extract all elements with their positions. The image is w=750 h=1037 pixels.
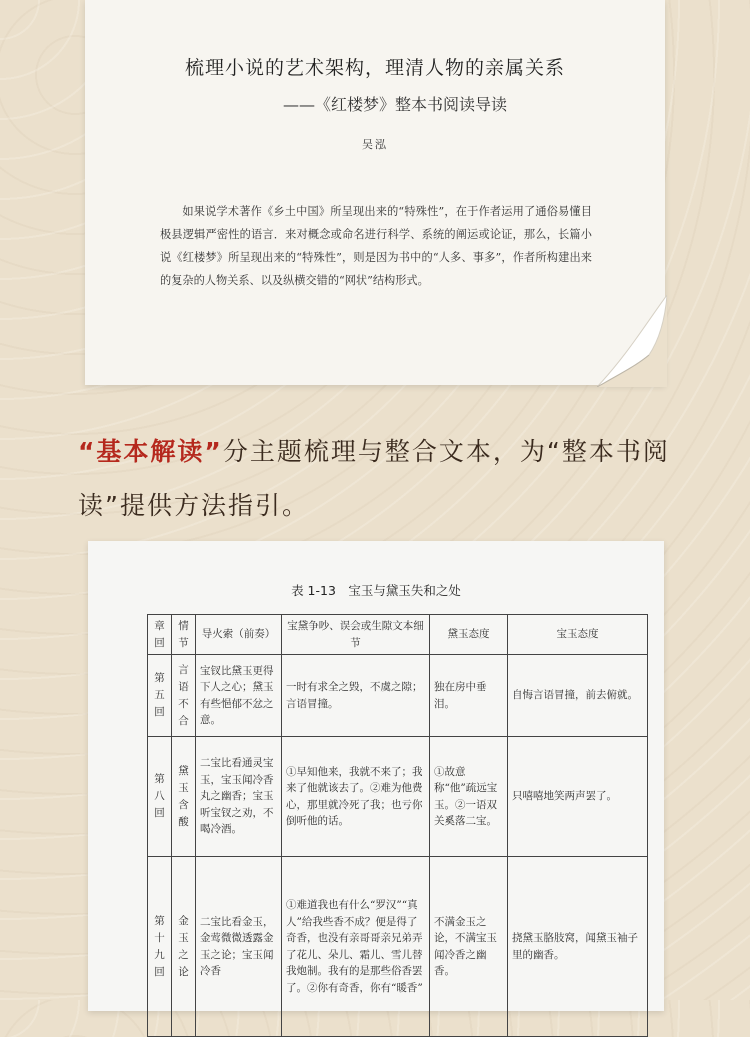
table-row <box>148 737 648 857</box>
cell-plot: 金玉之论 <box>172 857 196 1037</box>
table-card <box>88 541 664 1011</box>
headline-highlight: “基本解读” <box>78 437 223 466</box>
cell-chapter: 第五回 <box>148 655 172 737</box>
header-baoyu: 宝玉态度 <box>508 615 648 655</box>
article-subtitle: ——《红楼梦》整本书阅读导读 <box>282 95 507 114</box>
cell-plot: 黛玉含酸 <box>172 737 196 857</box>
header-chapter: 章回 <box>148 615 172 655</box>
cell-chapter: 第八回 <box>148 737 172 857</box>
table-row <box>148 655 648 737</box>
cell-fuse: 二宝比看金玉，金莺微微透露金玉之论；宝玉闻冷香 <box>196 857 282 1037</box>
article-author: 吴泓 <box>362 138 388 151</box>
cell-fuse: 二宝比看通灵宝玉，宝玉闻冷香丸之幽香；宝玉听宝钗之劝，不喝冷酒。 <box>196 737 282 857</box>
table-caption: 表 1-13 宝玉与黛玉失和之处 <box>291 583 461 598</box>
relationship-table <box>147 614 648 1037</box>
table-header-row <box>148 615 648 655</box>
header-fuse: 导火索（前奏） <box>196 615 282 655</box>
header-plot: 情节 <box>172 615 196 655</box>
table-row <box>148 857 648 1037</box>
cell-baoyu: 挠黛玉胳肢窝，闻黛玉袖子里的幽香。 <box>508 857 648 1037</box>
cell-daiyu: 独在房中垂泪。 <box>430 655 508 737</box>
header-daiyu: 黛玉态度 <box>430 615 508 655</box>
cell-plot: 言语不合 <box>172 655 196 737</box>
cell-baoyu: 只嘻嘻地笑两声罢了。 <box>508 737 648 857</box>
header-detail: 宝黛争吵、误会或生隙文本细节 <box>282 615 430 655</box>
article-body: 如果说学术著作《乡土中国》所呈现出来的“特殊性”，在于作者运用了通俗易懂目极县逻辑严密性的语言．来对概念或命名进行科学、系统的阐运或论证，那么，长篇小说《红楼梦》所呈现出来的“特殊性”，则是因为书中的“人多、事多”，作者所构建出来的复杂的人物关系、以及纵横交错的“网状”结构形式。 <box>160 205 592 287</box>
cell-detail: ①早知他来，我就不来了；我来了他就该去了。②难为他费心，那里就冷死了我；也亏你倒听他的话。 <box>282 737 430 857</box>
cell-daiyu: 不满金玉之论，不满宝玉闻冷香之幽香。 <box>430 857 508 1037</box>
headline-text: 分主题梳理与整合文本，为“整本书阅读”提供方法指引。 <box>78 437 670 520</box>
cell-detail: 一时有求全之毁，不虞之隙；言语冒撞。 <box>282 655 430 737</box>
cell-daiyu: ①故意称“他”疏远宝玉。②一语双关奚落二宝。 <box>430 737 508 857</box>
cell-chapter: 第十九回 <box>148 857 172 1037</box>
cell-baoyu: 自悔言语冒撞，前去俯就。 <box>508 655 648 737</box>
promo-headline <box>78 425 678 533</box>
cell-detail: ①难道我也有什么“罗汉”“真人”给我些香不成？便是得了奇香，也没有亲哥哥亲兄弟弄了花儿、朵儿、霜儿、雪儿替我炮制。我有的是那些俗香罢了。②你有奇香，你有“暖香” <box>282 857 430 1037</box>
article-card <box>85 0 665 385</box>
article-title: 梳理小说的艺术架构，理清人物的亲属关系 <box>184 57 565 79</box>
page-curl-icon <box>597 295 667 387</box>
cell-fuse: 宝钗比黛玉更得下人之心；黛玉有些悒郁不忿之意。 <box>196 655 282 737</box>
